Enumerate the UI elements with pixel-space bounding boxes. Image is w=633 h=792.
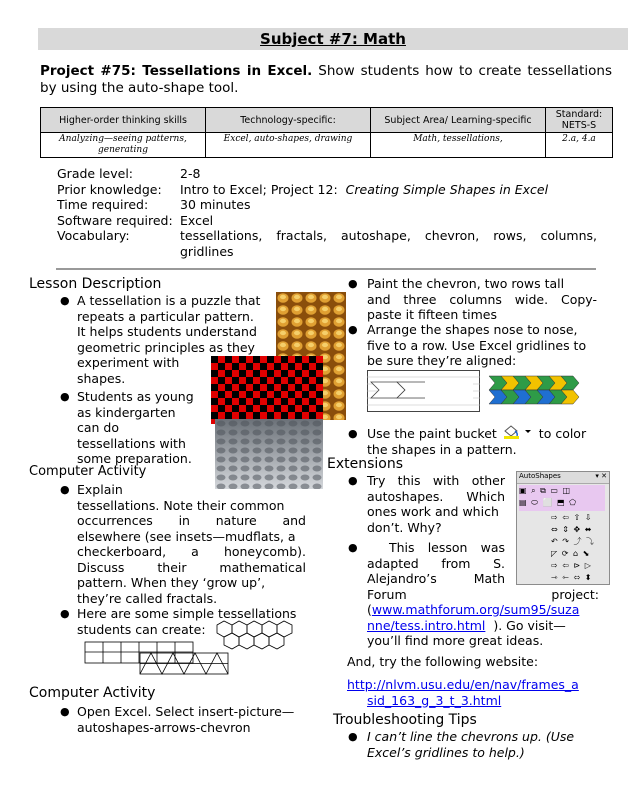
autoshapes-toolbar-image: AutoShapes ▾ ✕ ▣ ⌕ ⧉ ▭ ◫ ▤ ⬭ ⬜ ⬒ ⬠ ⇨ ⇦ ⇧ ⇩ ⇔ ⇕ ✥ ⬌ ↶ ↷ ⤴ ⤵ ◸ ⟳ ⌂ ⬊ ⇨ ⇦ ⊳ ▷ ⇾ ⇽ ⬄ ⬍	[516, 471, 610, 585]
lesson-heading: Lesson Description	[29, 276, 162, 292]
prior-project-name: Creating Simple Shapes in Excel	[345, 181, 549, 197]
extension-bullet-1: Try this with other autoshapes. Which ones work and which don’t. Why?	[367, 473, 505, 535]
mathforum-link[interactable]: www.mathforum.org/sum95/suza	[371, 602, 580, 617]
nlvm-link-cont[interactable]: sid_163_g_3_t_3.html	[367, 692, 502, 708]
troubleshooting-heading: Troubleshooting Tips	[333, 712, 477, 728]
grade-value: 2-8	[180, 166, 201, 181]
prior-label: Prior knowledge:	[57, 181, 162, 197]
prior-value: Intro to Excel; Project 12:	[180, 181, 338, 197]
bullet-icon: ●	[348, 323, 358, 336]
table-header: Higher-order thinking skills	[41, 108, 206, 133]
bullet-icon: ●	[60, 294, 70, 307]
autoshapes-title: AutoShapes	[519, 472, 561, 480]
lesson-bullet-2: Students as young as kindergarten can do tessellations with some preparation.	[77, 389, 194, 466]
table-header: Subject Area/ Learning-specific	[371, 108, 546, 133]
bullet-icon: ●	[348, 474, 358, 487]
activity-bullet-2: Here are some simple tessellations students can create:	[77, 606, 297, 637]
software-label: Software required:	[57, 212, 173, 228]
divider	[56, 268, 596, 270]
to-color-text: to color	[538, 426, 587, 442]
troubleshooting-tip: I can’t line the chevrons up. (Use Excel’s gridlines to help.)	[367, 729, 575, 760]
lesson-bullet-1: A tessellation is a puzzle that repeats a particular pattern. It helps students understand geometric principles as they experiment with shapes.	[77, 293, 261, 386]
paint-bucket-icon	[501, 426, 535, 442]
mudflats-image	[215, 419, 323, 489]
table-header: Standard: NETS-S	[546, 108, 613, 133]
checkerboard-image	[211, 356, 323, 424]
time-value: 30 minutes	[180, 197, 251, 212]
nlvm-link[interactable]: http://nlvm.usu.edu/en/nav/frames_a	[347, 677, 579, 692]
bullet-icon: ●	[60, 607, 70, 620]
colored-chevrons-image	[487, 374, 597, 410]
chevron-grid-image	[367, 370, 480, 412]
right-bullet-1: Paint the chevron, two rows tall and three columns wide. Copy- paste it fifteen times	[367, 276, 597, 322]
nlvm-link-block	[347, 677, 579, 708]
grade-label: Grade level:	[57, 166, 134, 181]
computer-activity-2-heading: Computer Activity	[29, 685, 156, 701]
mathforum-link-cont[interactable]: nne/tess.intro.html	[367, 617, 486, 633]
bullet-icon: ●	[348, 277, 358, 290]
bullet-icon: ●	[348, 730, 358, 743]
vocab-value: tessellations, fractals, autoshape, chevron, rows, columns, gridlines	[180, 228, 597, 259]
table-cell: Analyzing—seeing patterns, generating	[41, 133, 206, 158]
project-description: Show students how to create tessellations by using the auto-shape tool.	[40, 63, 612, 96]
skills-table	[40, 107, 613, 158]
bullet-icon: ●	[348, 541, 358, 554]
table-header-row	[41, 108, 613, 133]
activity2-bullet-1: Open Excel. Select insert-picture— autoshapes-arrows-chevron	[77, 704, 295, 735]
bullet-icon: ●	[60, 390, 70, 403]
time-label: Time required:	[57, 197, 149, 212]
right-bullet-2: Arrange the shapes nose to nose, five to a row. Use Excel gridlines to be sure they’re aligned:	[367, 322, 587, 368]
activity-bullet-1: Explain tessellations. Note their common occurrences in nature and elsewhere (see insets—mudflats, a checkerboard, a honeycomb). Discuss their mathematical pattern. When they ‘grow up’, they’re called fractals.	[77, 482, 306, 606]
project-intro	[40, 63, 612, 97]
project-info	[57, 166, 597, 259]
table-cell: Math, tessellations,	[371, 133, 546, 158]
page-title: Subject #7: Math	[260, 30, 406, 48]
extension-bullet-2: This lesson was adapted from S. Alejandro’s Math Forum project: (www.mathforum.org/sum95/suza nne/tess.intro.html ). Go visit— you’ll find more great ideas.	[367, 540, 599, 648]
table-row	[41, 133, 613, 158]
extensions-heading: Extensions	[327, 456, 404, 472]
bullet-icon: ●	[348, 427, 358, 440]
bullet-icon: ●	[60, 705, 70, 718]
project-title: Project #75: Tessellations in Excel.	[40, 63, 313, 79]
computer-activity-heading: Computer Activity	[29, 464, 147, 479]
table-cell: 2.a, 4.a	[546, 133, 613, 158]
table-cell: Excel, auto-shapes, drawing	[206, 133, 371, 158]
vocab-label: Vocabulary:	[57, 228, 130, 243]
website-intro: And, try the following website:	[347, 654, 539, 669]
paint-bucket-text: Use the paint bucket	[367, 426, 497, 442]
bullet-icon: ●	[60, 483, 70, 496]
software-value: Excel	[180, 212, 214, 228]
table-header: Technology-specific:	[206, 108, 371, 133]
tessellation-shapes-drawing	[84, 620, 314, 678]
right-bullet-3: Use the paint bucket to color the shapes in a pattern.	[367, 426, 587, 457]
